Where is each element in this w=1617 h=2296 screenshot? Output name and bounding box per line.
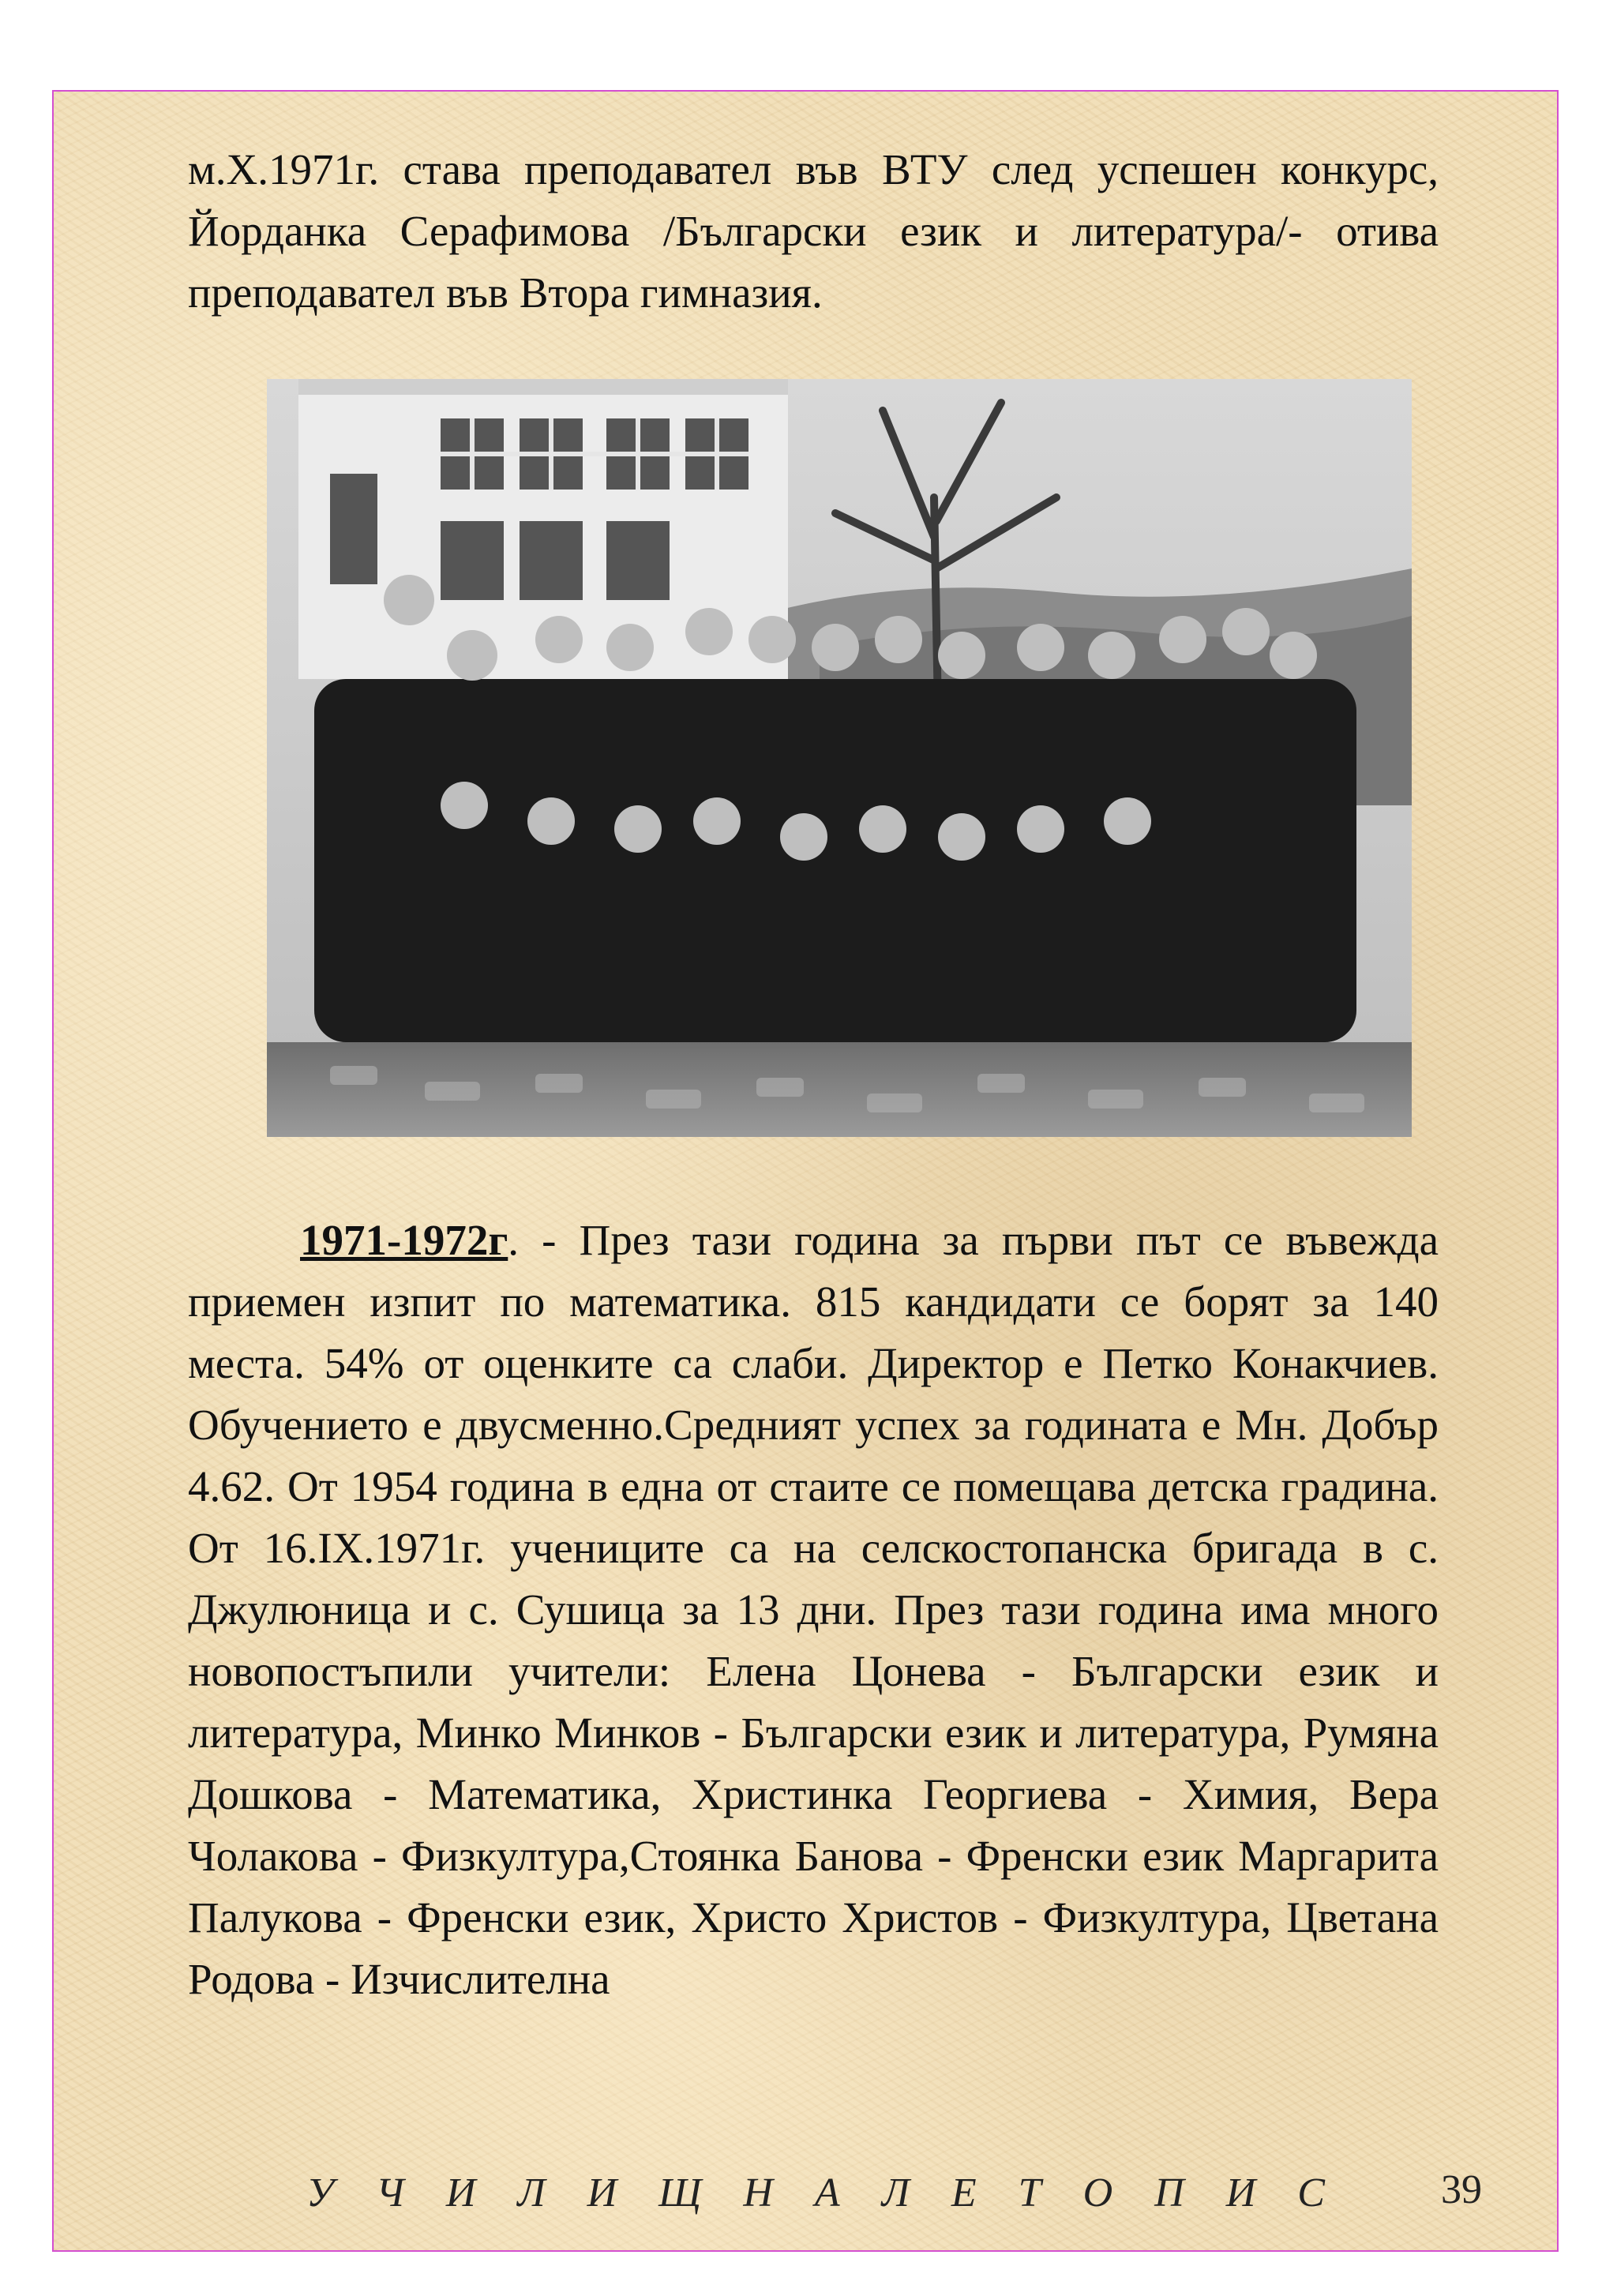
school-year-heading-dot: . xyxy=(508,1216,520,1264)
class-group-photo xyxy=(267,379,1412,1137)
photo-illustration xyxy=(267,379,1412,1137)
school-year-body: - През тази година за първи път се въвежда приемен изпит по математика. 815 кандидати се борят за 140 места. 54% от оценките са слаби. Директор е Петко Конакчиев. Обучението е двусменно.Средният успех за годината е Мн. Добър 4.62. От 1954 година в една от стаите се помещава детска градина. От 16.IX.1971г. учениците са на селскостопанска бригада в с. Джулюница и с. Сушица за 13 дни. През тази година има много новопостъпили учители: Елена Цонева - Български език и литература, Минко Минков - Български език и литература, Румяна Дошкова - Математика, Христинка Георгиева - Химия, Вера Чолакова - Физкултура,Стоянка Банова - Френски език Маргарита Палукова - Френски език, Христо Христов - Физкултура, Цветана Родова - Изчислителна xyxy=(188,1216,1439,2003)
school-year-heading: 1971-1972г xyxy=(300,1216,508,1264)
top-paragraph: м.Х.1971г. става преподавател във ВТУ след успешен конкурс, Йорданка Серафимова /Български език и литература/- отива преподавател във Втора гимназия. xyxy=(188,145,1439,317)
school-year-paragraph xyxy=(188,1210,1439,2010)
page-number: 39 xyxy=(1441,2167,1482,2212)
page xyxy=(52,90,1559,2252)
footer-title: У Ч И Л И Щ Н А Л Е Т О П И С xyxy=(306,2170,1341,2215)
